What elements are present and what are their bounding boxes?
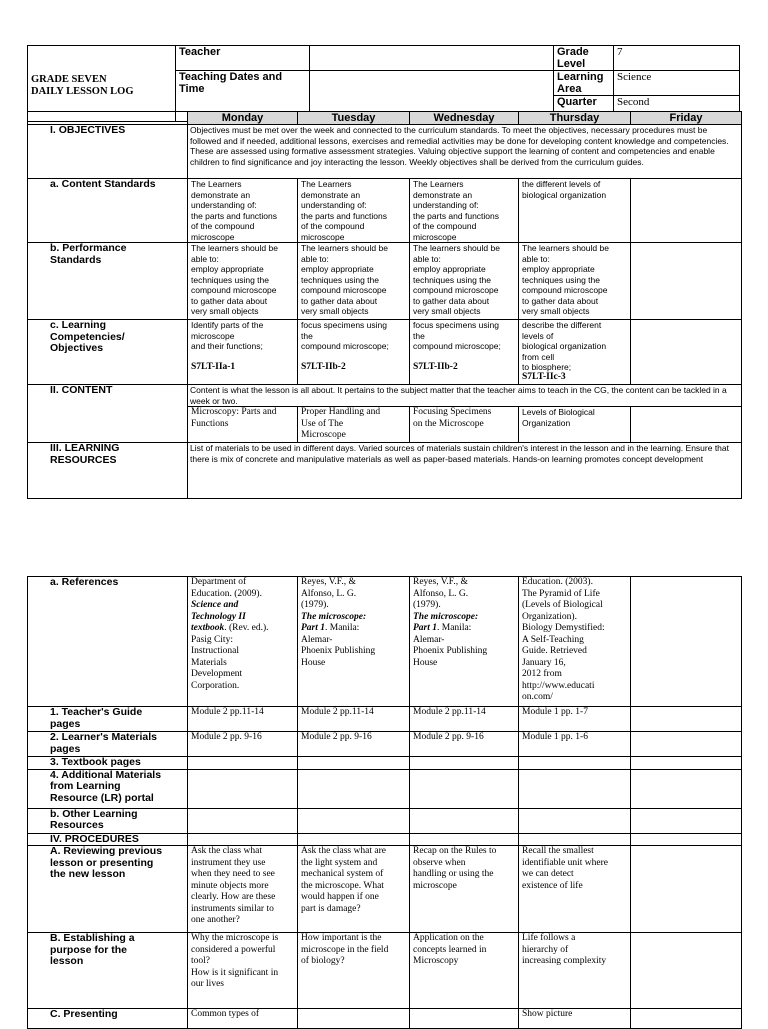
references-thursday: Education. (2003). The Pyramid of Life (Levels of Biological Organization). Biology Demystified: A Self-Teaching Guide. Retrieved January 16, 2012 from http://www.educati on.com/ [519,577,631,707]
day-header-tuesday: Tuesday [298,112,410,125]
references-wednesday [410,577,519,707]
reference-title: The microscope: Part 1 [301,611,367,633]
teachers-guide-wednesday: Module 2 pp.11-14 [410,707,519,732]
reference-title: The microscope: Part 1 [413,611,479,633]
other-resources-monday [188,808,298,833]
competency-text: describe the different levels of biological organization from cell to biosphere; [522,320,607,372]
content-monday: Microscopy: Parts and Functions [188,407,298,443]
establishing-label: B. Establishing a purpose for the lesson [28,933,188,1009]
procedures-tuesday [298,833,410,846]
content-standards-tuesday: The Learners demonstrate an understanding of: the parts and functions of the compound microscope [298,179,410,243]
additional-materials-tuesday [298,769,410,808]
reference-citation: Department of Education. (2009). [191,577,262,599]
day-header-friday: Friday [631,112,742,125]
title-line-1: GRADE SEVEN [31,73,107,85]
content-friday [631,407,742,443]
textbook-pages-tuesday [298,757,410,770]
competencies-label: c. Learning Competencies/ Objectives [28,320,188,385]
grade-level-label: Grade Level [554,46,614,71]
textbook-pages-wednesday [410,757,519,770]
performance-standards-monday: The learners should be able to: employ appropriate techniques using the compound microscope to gather data about very small objects [188,243,298,320]
reference-citation: Reyes, V.F., & Alfonso, L. G. (1979). [413,577,469,610]
learners-materials-friday [631,732,742,757]
reference-publisher: . (Rev. ed.). Pasig City: Instructional Materials Development Corporation. [191,623,269,691]
other-resources-thursday [519,808,631,833]
establishing-friday [631,933,742,1009]
performance-standards-thursday: The learners should be able to: employ appropriate techniques using the compound microscope to gather data about very small objects [519,243,631,320]
learners-materials-label: 2. Learner's Materials pages [28,732,188,757]
reviewing-tuesday: Ask the class what are the light system and mechanical system of the microscope. What would happen if one part is damage? [298,846,410,933]
textbook-pages-monday [188,757,298,770]
reviewing-label: A. Reviewing previous lesson or presenting the new lesson [28,846,188,933]
day-header-monday: Monday [188,112,298,125]
competency-code: S7LT-IIb-2 [301,362,346,372]
performance-standards-tuesday: The learners should be able to: employ appropriate techniques using the compound microscope to gather data about very small objects [298,243,410,320]
blank-corner [28,112,188,125]
presenting-friday [631,1009,742,1029]
learning-resources-text: List of materials to be used in different days. Varied sources of materials sustain children's interest in the lesson and in the learning. Ensure that there is mix of concrete and manipulative materials as well as paper-based materials. Hands-on learning promotes concept development [188,443,742,499]
objectives-label: I. OBJECTIVES [28,125,188,179]
establishing-wednesday: Application on the concepts learned in Microscopy [410,933,519,1009]
references-label: a. References [28,577,188,707]
teachers-guide-monday: Module 2 pp.11-14 [188,707,298,732]
other-resources-tuesday [298,808,410,833]
additional-materials-friday [631,769,742,808]
presenting-monday: Common types of [188,1009,298,1029]
content-standards-label: a. Content Standards [28,179,188,243]
reference-publisher: . Manila: Alemar- Phoenix Publishing House [413,623,488,668]
title-line-2: DAILY LESSON LOG [31,85,134,97]
references-friday [631,577,742,707]
references-tuesday [298,577,410,707]
competency-code: S7LT-IIc-3 [522,371,566,382]
day-header-wednesday: Wednesday [410,112,519,125]
content-label: II. CONTENT [28,385,188,443]
procedures-monday [188,833,298,846]
reviewing-friday [631,846,742,933]
reviewing-wednesday: Recap on the Rules to observe when handling or using the microscope [410,846,519,933]
procedures-label: IV. PROCEDURES [28,833,188,846]
learners-materials-thursday: Module 1 pp. 1-6 [519,732,631,757]
other-resources-friday [631,808,742,833]
learners-materials-tuesday: Module 2 pp. 9-16 [298,732,410,757]
presenting-wednesday [410,1009,519,1029]
additional-materials-wednesday [410,769,519,808]
textbook-pages-label: 3. Textbook pages [28,757,188,770]
additional-materials-monday [188,769,298,808]
learning-area-label: Learning Area [554,71,614,96]
competency-text: focus specimens using the compound microscope; [413,320,501,351]
competency-code: S7LT-IIb-2 [413,362,458,372]
day-header-thursday: Thursday [519,112,631,125]
learners-materials-monday: Module 2 pp. 9-16 [188,732,298,757]
teachers-guide-label: 1. Teacher's Guide pages [28,707,188,732]
teachers-guide-tuesday: Module 2 pp.11-14 [298,707,410,732]
reviewing-monday: Ask the class what instrument they use when they need to see minute objects more clearly. How are these instruments similar to one another? [188,846,298,933]
content-wednesday: Focusing Specimens on the Microscope [410,407,519,443]
textbook-pages-thursday [519,757,631,770]
competency-code: S7LT-IIa-1 [191,362,236,372]
competency-text: Identify parts of the microscope and their functions; [191,320,264,351]
learning-area-value[interactable]: Science [614,71,740,96]
competency-text: focus specimens using the compound microscope; [301,320,389,351]
teacher-value[interactable] [310,46,554,71]
performance-standards-friday [631,243,742,320]
content-standards-wednesday: The Learners demonstrate an understanding of: the parts and functions of the compound microscope [410,179,519,243]
establishing-thursday: Life follows a hierarchy of increasing complexity [519,933,631,1009]
resources-procedures-table [27,576,742,1029]
textbook-pages-friday [631,757,742,770]
reviewing-thursday: Recall the smallest identifiable unit where we can detect existence of life [519,846,631,933]
presenting-label: C. Presenting [28,1009,188,1029]
presenting-thursday: Show picture [519,1009,631,1029]
grade-level-value[interactable]: 7 [614,46,740,71]
teachers-guide-thursday: Module 1 pp. 1-7 [519,707,631,732]
procedures-friday [631,833,742,846]
competencies-monday [188,320,298,385]
objectives-text: Objectives must be met over the week and connected to the curriculum standards. To meet the objectives, necessary procedures must be followed and if needed, additional lessons, exercises and remedial activities may be done for developing content knowledge and competencies. These are assessed using formative assessment strategies. Valuing objective support the learning of content and competencies and enable children to find significance and joy interacting the lesson. Weekly objectives shall be derived from the curriculum guides. [188,125,742,179]
content-text: Content is what the lesson is all about. It pertains to the subject matter that the teacher aims to teach in the CG, the content can be tackled in a week or two. [188,385,742,407]
content-tuesday: Proper Handling and Use of The Microscope [298,407,410,443]
competencies-thursday [519,320,631,385]
objectives-table [27,111,742,499]
teachers-guide-friday [631,707,742,732]
competencies-wednesday [410,320,519,385]
performance-standards-label: b. Performance Standards [28,243,188,320]
quarter-label: Quarter [554,96,614,122]
content-standards-thursday: the different levels of biological organization [519,179,631,243]
content-standards-friday [631,179,742,243]
learning-resources-label: III. LEARNING RESOURCES [28,443,188,499]
presenting-tuesday [298,1009,410,1029]
additional-materials-thursday [519,769,631,808]
reference-publisher: . Manila: Alemar- Phoenix Publishing House [301,623,376,668]
procedures-wednesday [410,833,519,846]
learners-materials-wednesday: Module 2 pp. 9-16 [410,732,519,757]
procedures-thursday [519,833,631,846]
reference-citation: Reyes, V.F., & Alfonso, L. G. (1979). [301,577,357,610]
content-standards-monday: The Learners demonstrate an understanding of: the parts and functions of the compound microscope [188,179,298,243]
establishing-monday: Why the microscope is considered a powerful tool? How is it significant in our lives [188,933,298,1009]
other-resources-label: b. Other Learning Resources [28,808,188,833]
competencies-friday [631,320,742,385]
additional-materials-label: 4. Additional Materials from Learning Resource (LR) portal [28,769,188,808]
competencies-tuesday [298,320,410,385]
teacher-label: Teacher [176,46,310,71]
dates-label: Teaching Dates and Time [176,71,310,122]
reference-title: Science and Technology II textbook [191,600,246,633]
establishing-tuesday: How important is the microscope in the field of biology? [298,933,410,1009]
content-thursday: Levels of Biological Organization [519,407,631,443]
quarter-value[interactable]: Second [614,96,740,122]
performance-standards-wednesday: The learners should be able to: employ appropriate techniques using the compound microscope to gather data about very small objects [410,243,519,320]
references-monday [188,577,298,707]
other-resources-wednesday [410,808,519,833]
